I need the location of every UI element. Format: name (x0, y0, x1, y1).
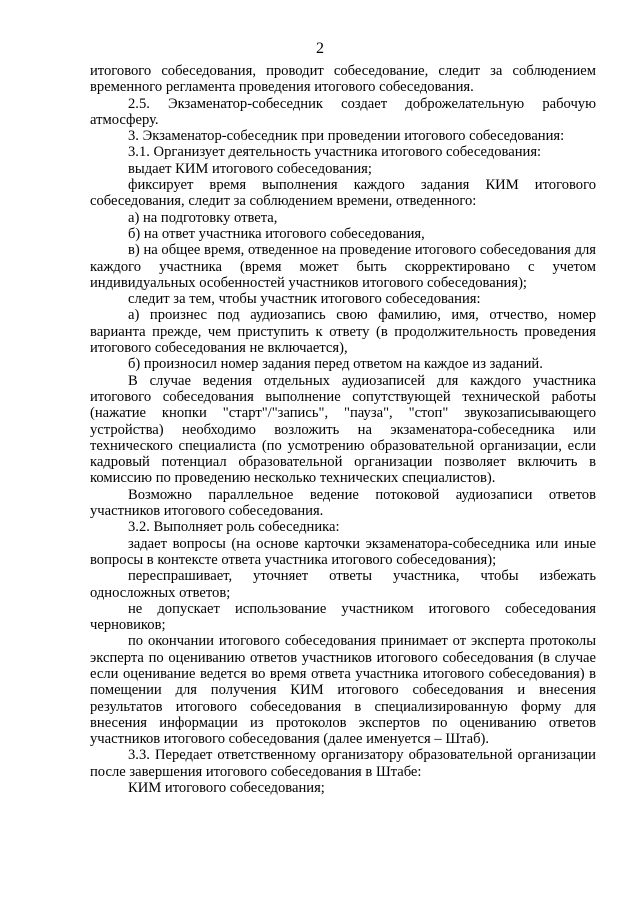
paragraph-records-time: фиксирует время выполнения каждого задания КИМ итогового собеседования, следит за соблюдением времени, отведенного: (90, 177, 596, 210)
paragraph-item-c-total-time: в) на общее время, отведенное на проведение итогового собеседования для каждого участника (время может быть скорректировано с учетом индивидуальных особенностей участников итогового собеседования); (90, 242, 596, 291)
paragraph-3-1: 3.1. Организует деятельность участника итогового собеседования: (128, 144, 542, 161)
paragraph-3-2: 3.2. Выполняет роль собеседника: (128, 519, 340, 536)
body-text (90, 63, 596, 796)
paragraph-2-5: 2.5. Экзаменатор-собеседник создает доброжелательную рабочую атмосферу. (90, 95, 596, 128)
page-number: 2 (316, 40, 324, 57)
paragraph-accepts-protocols: по окончании итогового собеседования принимает от эксперта протоколы эксперта по оцениванию ответов участников итогового собеседования (в случае если оценивание ведется во время ответа участника итогового собеседования) в помещении для получения КИМ итогового собеседования и внесения результатов итогового собеседования в специализированную форму для внесения информации из протоколов экспертов по оцениванию ответов участников итогового собеседования (далее именуется – Штаб). (90, 633, 596, 748)
paragraph-item-a-name: а) произнес под аудиозапись свою фамилию, имя, отчество, номер варианта прежде, чем приступить к ответу (в продолжительность проведения итогового собеседования не включается), (90, 307, 596, 357)
paragraph-no-drafts: не допускает использование участником итогового собеседования черновиков; (90, 600, 596, 634)
paragraph-ensures: следит за тем, чтобы участник итогового собеседования: (128, 291, 481, 308)
paragraph-kim-handover: КИМ итогового собеседования; (128, 780, 325, 797)
paragraph-3: 3. Экзаменатор-собеседник при проведении итогового собеседования: (128, 128, 565, 145)
paragraph-asks-questions: задает вопросы (на основе карточки экзаменатора-собеседника или иные вопросы в контексте ответа участника итогового собеседования); (90, 535, 596, 568)
paragraph-separate-recordings: В случае ведения отдельных аудиозаписей для каждого участника итогового собеседования выполнение сопутствующей технической работы (нажатие кнопки "старт"/"запись", "пауза", "стоп" звукозаписывающего устройства) необходимо возложить на экзаменатора-собеседника или технического специалиста (по усмотрению образовательной организации, если кадровый потенциал образовательной организации позволяет включить в комиссию по проведению несколько технических специалистов). (90, 372, 596, 487)
paragraph-3-3: 3.3. Передает ответственному организатору образовательной организации после завершения итогового собеседования в Штабе: (90, 747, 596, 780)
paragraph-item-b-task-number: б) произносил номер задания перед ответом на каждое из заданий. (128, 356, 543, 373)
paragraph-item-a-preparation: а) на подготовку ответа, (128, 209, 278, 226)
paragraph-continuation: итогового собеседования, проводит собеседование, следит за соблюдением временного регламента проведения итогового собеседования. (90, 63, 596, 96)
paragraph-parallel-recording: Возможно параллельное ведение потоковой аудиозаписи ответов участников итогового собеседования. (90, 486, 596, 520)
paragraph-item-b-answer: б) на ответ участника итогового собеседования, (128, 225, 425, 242)
paragraph-clarifies: переспрашивает, уточняет ответы участника, чтобы избежать односложных ответов; (90, 568, 596, 601)
paragraph-issues-kim: выдает КИМ итогового собеседования; (128, 160, 372, 177)
